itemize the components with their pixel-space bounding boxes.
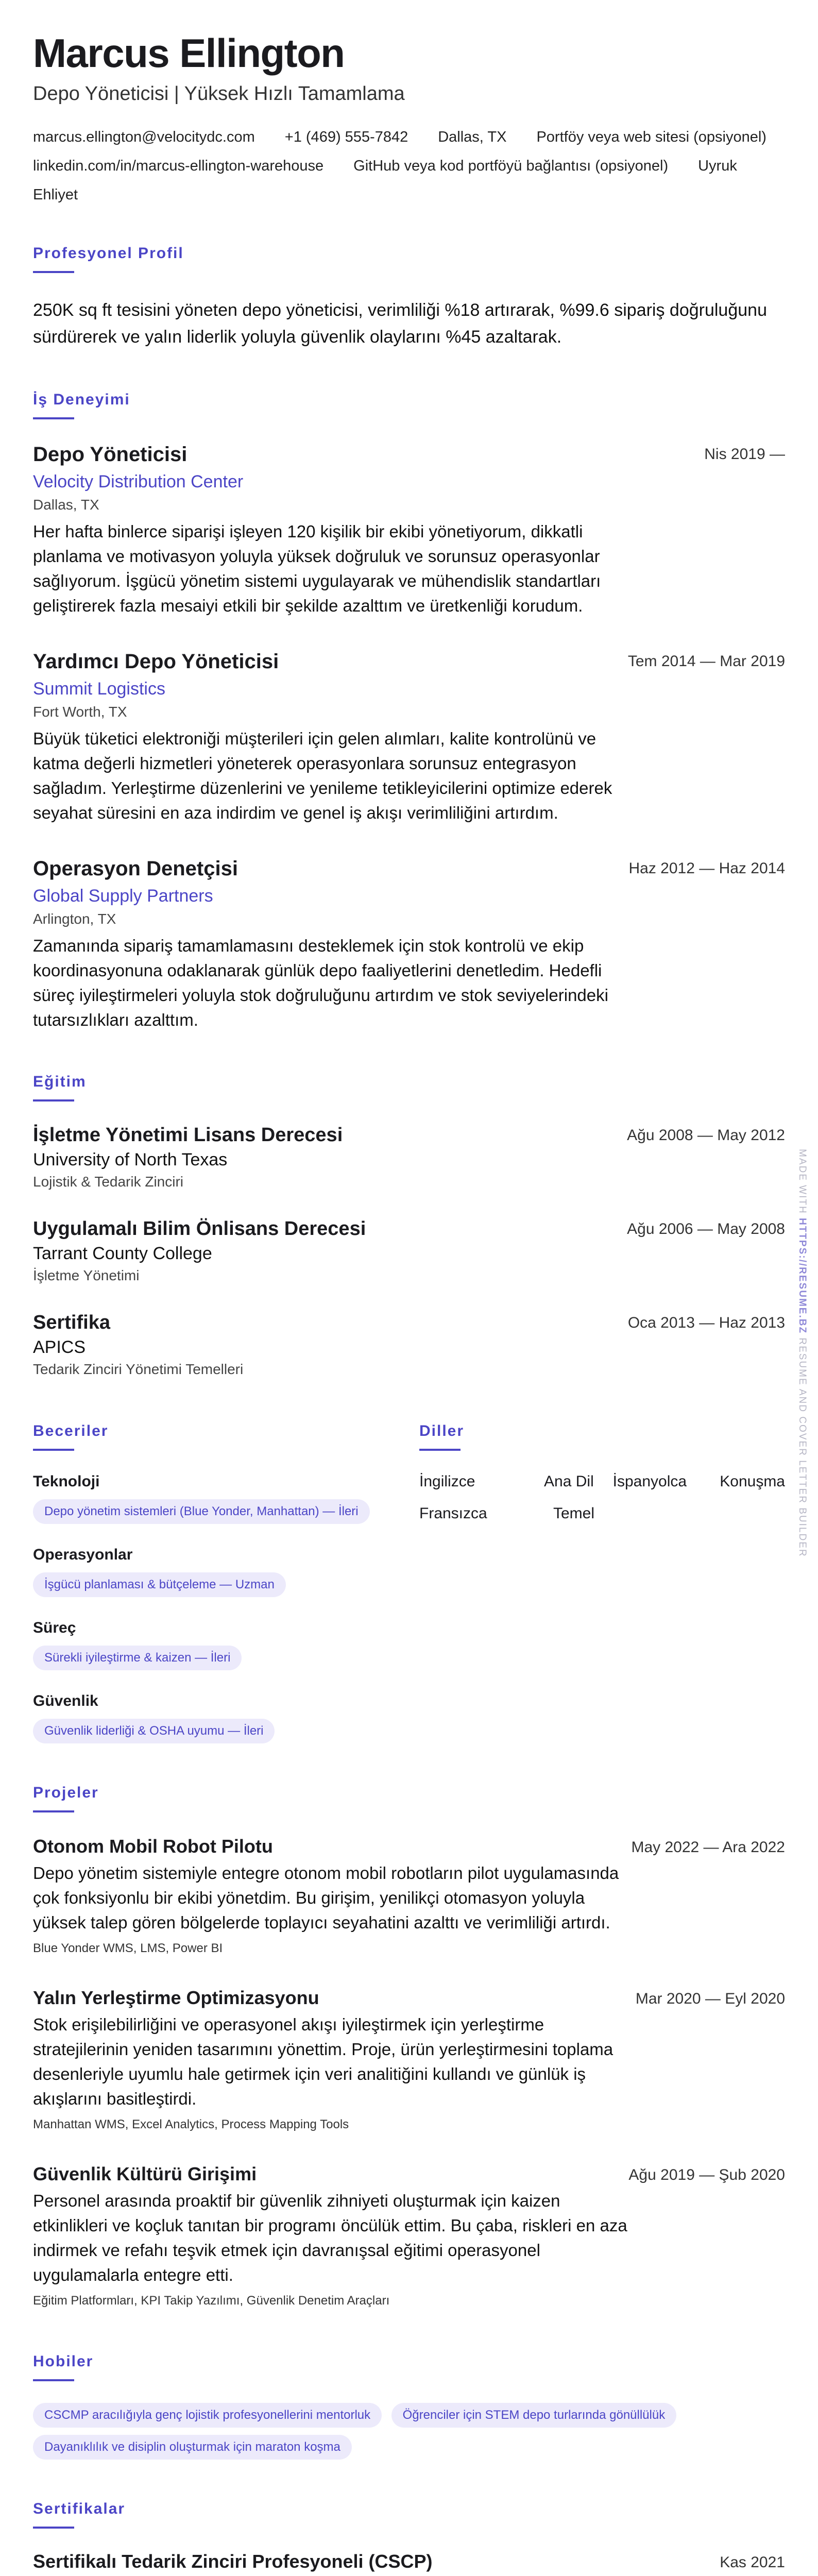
section-divider: [33, 1810, 74, 1812]
education-section: [33, 1072, 785, 1380]
section-title-education: Eğitim: [33, 1073, 87, 1090]
skills-languages-row: [33, 1421, 785, 1743]
job-title: Depo Yöneticisi: [33, 443, 188, 466]
job-company: Global Supply Partners: [33, 886, 213, 906]
job-location: Dallas, TX: [33, 497, 99, 513]
project-date: Mar 2020 — Eyl 2020: [635, 1990, 785, 2007]
certification-title: Sertifikalı Tedarik Zinciri Profesyoneli (CSCP): [33, 2551, 433, 2572]
section-divider: [33, 1099, 74, 1101]
contact-license: Ehliyet: [33, 187, 78, 203]
job-location: Arlington, TX: [33, 911, 116, 927]
contact-github[interactable]: GitHub veya kod portföyü bağlantısı (opsiyonel): [353, 158, 669, 174]
skill-pill: Güvenlik liderliği & OSHA uyumu — İleri: [33, 1719, 275, 1743]
skill-group-title: Güvenlik: [33, 1692, 98, 1709]
section-divider: [33, 2379, 74, 2381]
hobby-list: [33, 2396, 785, 2460]
project-date: Ağu 2019 — Şub 2020: [628, 2166, 785, 2183]
education-degree: İşletme Yönetimi Lisans Derecesi: [33, 1124, 343, 1146]
contact-email[interactable]: marcus.ellington@velocitydc.com: [33, 129, 255, 145]
education-entry: [33, 1216, 785, 1286]
section-divider: [33, 2527, 74, 2529]
contact-list: [33, 123, 785, 209]
section-title-hobbies: Hobiler: [33, 2353, 94, 2370]
education-field: Tedarik Zinciri Yönetimi Temelleri: [33, 1361, 244, 1377]
contact-location: Dallas, TX: [438, 129, 507, 145]
project-description: Personel arasında proaktif bir güvenlik zihniyeti oluşturmak için kaizen etkinlikleri ve koçluk tanıtan bir programı öncülük ettim. Bu çaba, riskleri en aza indirmek ve refahı teşvik etmek için davranışsal eğitimi operasyonel uygulamalarla entegre etti.: [33, 2191, 627, 2284]
job-date: Nis 2019 —: [704, 446, 785, 463]
language-name: İngilizce: [419, 1473, 475, 1490]
skill-group: [33, 1545, 419, 1597]
section-divider: [33, 271, 74, 273]
language-name: Fransızca: [419, 1505, 487, 1522]
job-description: Büyük tüketici elektroniği müşterileri için gelen alımları, kalite kontrolünü ve katma değerli hizmetleri yöneterek operasyonlara sorunsuz entegrasyon sağladım. Yerleştirme düzenlerini ve yenileme tetikleyicilerini optimize ederek seyahat süresini en aza indirdim ve genel iş akışı verimliliğini artırdım.: [33, 729, 612, 822]
skill-group-title: Operasyonlar: [33, 1546, 133, 1563]
builder-watermark: [795, 1149, 809, 1557]
hobbies-section: [33, 2351, 785, 2460]
languages-section: [419, 1421, 785, 1743]
education-degree: Uygulamalı Bilim Önlisans Derecesi: [33, 1218, 366, 1240]
job-date: Haz 2012 — Haz 2014: [628, 860, 785, 877]
project-title: Otonom Mobil Robot Pilotu: [33, 1836, 273, 1857]
job-date: Tem 2014 — Mar 2019: [627, 653, 785, 670]
candidate-headline: Depo Yöneticisi | Yüksek Hızlı Tamamlama: [33, 83, 405, 105]
job-description: Zamanında sipariş tamamlamasını desteklemek için stok kontrolü ve ekip koordinasyonuna odaklanarak günlük depo faaliyetlerini denetledim. Hedefli süreç iyileştirmeleri yoluyla stok doğruluğunu artırdım ve stok seviyelerindeki tutarsızlıkları azalttım.: [33, 936, 608, 1029]
language-level: Ana Dil: [544, 1473, 594, 1490]
project-tech: Manhattan WMS, Excel Analytics, Process Mapping Tools: [33, 2117, 349, 2131]
profile-summary: 250K sq ft tesisini yöneten depo yöneticisi, verimliliği %18 artırarak, %99.6 sipariş doğruluğunu sürdürerek ve yalın liderlik yoluyla güvenlik olaylarını %45 azaltarak.: [33, 300, 767, 347]
education-school: University of North Texas: [33, 1150, 228, 1170]
education-field: İşletme Yönetimi: [33, 1267, 140, 1283]
candidate-name: Marcus Ellington: [33, 30, 345, 76]
education-school: Tarrant County College: [33, 1244, 212, 1263]
education-date: Ağu 2006 — May 2008: [627, 1221, 785, 1238]
skill-pill: İşgücü planlaması & bütçeleme — Uzman: [33, 1572, 286, 1597]
education-date: Ağu 2008 — May 2012: [627, 1127, 785, 1144]
section-title-skills: Beceriler: [33, 1422, 109, 1439]
watermark-link[interactable]: HTTPS://RESUME.BZ: [797, 1218, 808, 1334]
education-entry: [33, 1122, 785, 1192]
project-tech: Eğitim Platformları, KPI Takip Yazılımı, Güvenlik Denetim Araçları: [33, 2294, 390, 2308]
project-description: Stok erişilebilirliğini ve operasyonel akışı iyileştirmek için yerleştirme stratejilerinin yeniden tasarımını yönettim. Proje, ürün yerleştirmesini toplama desenleriyle uyumlu hale getirmek için veri analitiğini kullandı ve günlük iş akışlarını basitleştirdi.: [33, 2015, 614, 2108]
project-title: Güvenlik Kültürü Girişimi: [33, 2163, 257, 2184]
contact-nationality: Uyruk: [698, 158, 737, 174]
skill-group-title: Teknoloji: [33, 1473, 100, 1490]
contact-linkedin[interactable]: linkedin.com/in/marcus-ellington-warehouse: [33, 158, 324, 174]
education-entry: [33, 1310, 785, 1380]
section-divider: [419, 1449, 461, 1451]
job-description: Her hafta binlerce siparişi işleyen 120 kişilik bir ekibi yönetiyorum, dikkatli planlama ve motivasyon yoluyla yüksek doğruluk ve sorunsuz operasyonlar sağlıyorum. İşgücü yönetim sistemi uygulayarak ve mühendislik standartları geliştirerek fazla mesaiyi etkili bir şekilde azalttım ve üretkenliği korudum.: [33, 522, 601, 615]
job-location: Fort Worth, TX: [33, 704, 127, 720]
watermark-prefix: MADE WITH: [797, 1149, 808, 1214]
education-school: APICS: [33, 1337, 86, 1357]
section-title-experience: İş Deneyimi: [33, 391, 130, 408]
skill-pill: Sürekli iyileştirme & kaizen — İleri: [33, 1646, 242, 1670]
skill-group: [33, 1618, 419, 1670]
language-level: Konuşma: [720, 1473, 785, 1490]
project-tech: Blue Yonder WMS, LMS, Power BI: [33, 1941, 223, 1955]
contact-phone[interactable]: +1 (469) 555-7842: [284, 129, 408, 145]
experience-section: [33, 389, 785, 1032]
job-entry: [33, 441, 785, 618]
hobby-pill: CSCMP aracılığıyla genç lojistik profesyonellerini mentorluk: [33, 2403, 382, 2428]
project-entry: [33, 1986, 785, 2134]
contact-website[interactable]: Portföy veya web sitesi (opsiyonel): [536, 129, 766, 145]
education-date: Oca 2013 — Haz 2013: [627, 1314, 785, 1331]
section-divider: [33, 417, 74, 419]
project-description: Depo yönetim sistemiyle entegre otonom mobil robotların pilot uygulamasında çok fonksiyonlu bir ekibi yönetdim. Bu girişim, yenilikçi otomasyon yoluyla yüksek talep gören bölgelerde toplayıcı seyahatini azalttı ve verimliliği artırdı.: [33, 1863, 619, 1932]
certifications-section: [33, 2499, 785, 2576]
project-entry: [33, 2162, 785, 2310]
education-degree: Sertifika: [33, 1312, 110, 1333]
section-title-projects: Projeler: [33, 1784, 99, 1801]
hobby-pill: Dayanıklılık ve disiplin oluşturmak için maraton koşma: [33, 2435, 352, 2460]
language-row: [419, 1471, 785, 1492]
skill-pill: Depo yönetim sistemleri (Blue Yonder, Manhattan) — İleri: [33, 1499, 370, 1524]
certification-date: Kas 2021: [720, 2554, 785, 2571]
project-date: May 2022 — Ara 2022: [631, 1839, 785, 1856]
section-title-certifications: Sertifikalar: [33, 2500, 126, 2517]
skills-section: [33, 1421, 419, 1743]
job-entry: [33, 855, 785, 1032]
certification-entry: [33, 2549, 785, 2576]
profile-section: [33, 243, 785, 350]
language-level: Temel: [553, 1505, 595, 1522]
education-field: Lojistik & Tedarik Zinciri: [33, 1174, 184, 1190]
section-divider: [33, 1449, 74, 1451]
watermark-suffix: RESUME AND COVER LETTER BUILDER: [797, 1337, 808, 1557]
language-row: [419, 1503, 785, 1524]
section-title-languages: Diller: [419, 1422, 465, 1439]
job-title: Operasyon Denetçisi: [33, 857, 238, 880]
job-company: Summit Logistics: [33, 679, 165, 699]
job-entry: [33, 648, 785, 825]
project-entry: [33, 1834, 785, 1958]
job-company: Velocity Distribution Center: [33, 472, 244, 492]
certification-issuer: [33, 2574, 785, 2576]
skill-group: [33, 1691, 419, 1743]
language-name: İspanyolca: [612, 1473, 687, 1490]
job-title: Yardımcı Depo Yöneticisi: [33, 650, 279, 673]
hobby-pill: Öğrenciler için STEM depo turlarında gönüllülük: [391, 2403, 677, 2428]
project-title: Yalın Yerleştirme Optimizasyonu: [33, 1987, 319, 2008]
projects-section: [33, 1783, 785, 2310]
skill-group: [33, 1471, 419, 1524]
skill-group-title: Süreç: [33, 1619, 76, 1636]
section-title-profile: Profesyonel Profil: [33, 245, 184, 262]
